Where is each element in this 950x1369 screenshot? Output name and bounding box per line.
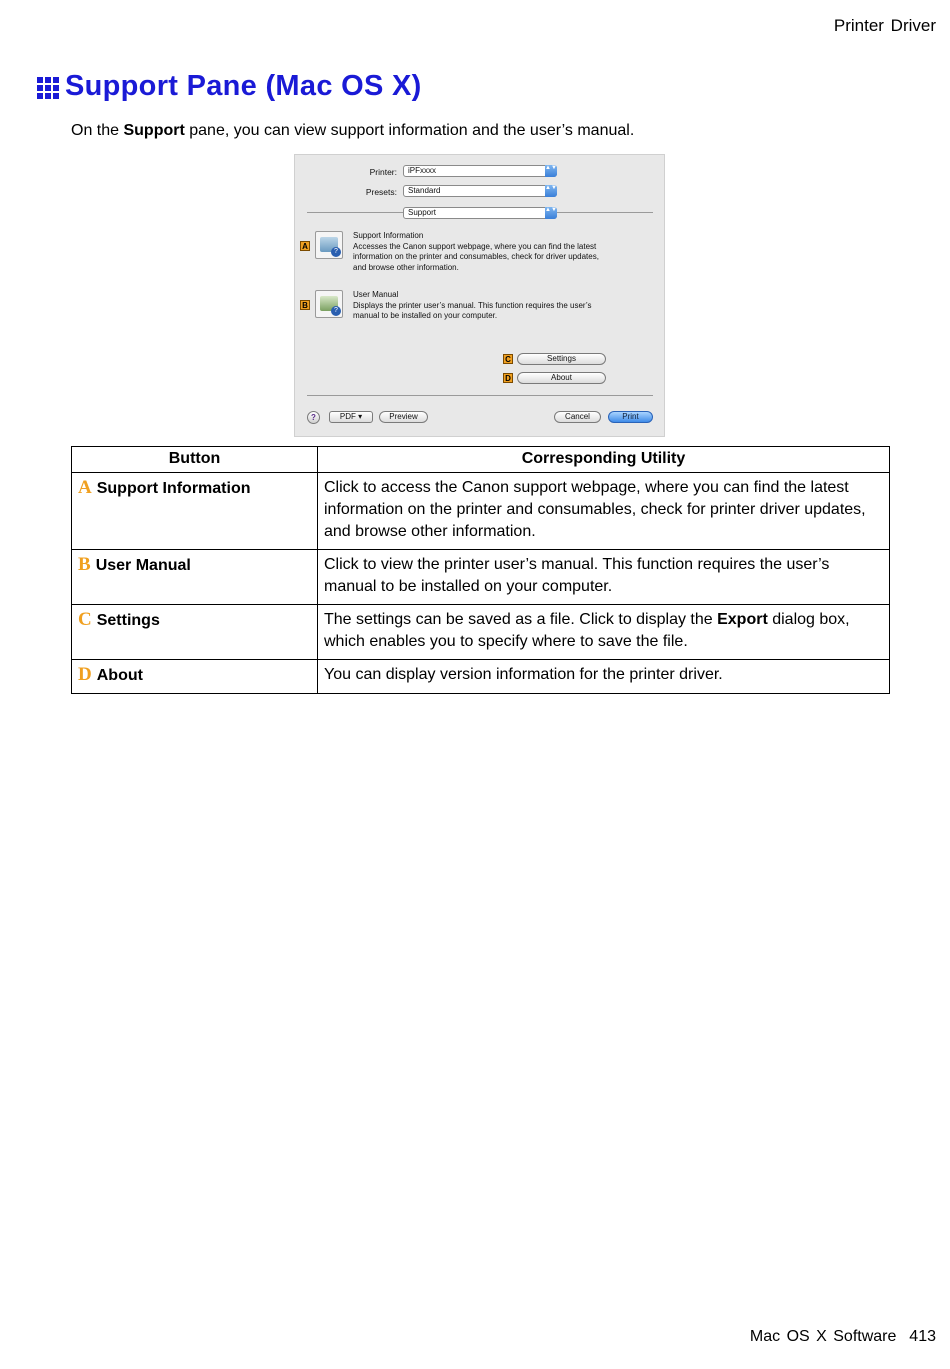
table-row	[72, 550, 890, 605]
grid-bullet-icon	[37, 77, 59, 99]
page-title: Support Pane (Mac OS X)	[65, 70, 422, 102]
column-header-utility: Corresponding Utility	[318, 447, 890, 473]
utility-text-before: The settings can be saved as a file. Click to display the	[324, 611, 718, 628]
popup-arrows-icon: ▲▼	[545, 165, 557, 177]
utility-cell: Click to view the printer user’s manual. This function requires the user’s manual to be installed on your computer.	[318, 550, 890, 605]
support-information-desc: Accesses the Canon support webpage, where you can find the latest information on the printer and consumables, check for driver updates, and browse other information.	[353, 241, 599, 272]
table-row	[72, 605, 890, 660]
callout-letter-a: A	[78, 477, 92, 498]
about-button[interactable]: About	[517, 372, 606, 384]
help-button[interactable]: ?	[307, 411, 320, 424]
support-information-block	[353, 231, 613, 273]
user-manual-block	[353, 290, 613, 322]
support-information-icon[interactable]: ?	[315, 231, 343, 259]
intro-bold-term: Support	[123, 122, 185, 139]
running-header: Printer Driver	[833, 16, 936, 35]
callout-badge-d: D	[503, 373, 513, 383]
utility-cell	[318, 605, 890, 660]
button-utility-table	[71, 446, 890, 694]
section-heading	[37, 70, 422, 103]
running-footer	[750, 1328, 936, 1346]
table-row	[72, 660, 890, 694]
callout-letter-b: B	[78, 554, 91, 575]
page-number: 413	[909, 1328, 936, 1345]
callout-letter-d: D	[78, 664, 92, 685]
intro-paragraph	[71, 122, 634, 140]
support-information-title: Support Information	[353, 231, 424, 240]
popup-arrows-icon: ▲▼	[545, 207, 557, 219]
utility-text-after: dialog box, which enables you to specify where to save the file.	[324, 611, 850, 650]
pane-value: Support	[408, 208, 437, 217]
button-name: About	[96, 667, 143, 684]
presets-popup[interactable]	[403, 185, 557, 197]
button-cell	[72, 605, 318, 660]
user-manual-desc: Displays the printer user’s manual. This function requires the user’s manual to be installed on your computer.	[353, 300, 592, 320]
cancel-button[interactable]: Cancel	[554, 411, 601, 423]
print-button[interactable]: Print	[608, 411, 653, 423]
intro-after: pane, you can view support information and the user’s manual.	[184, 122, 635, 139]
footer-section: Mac OS X Software	[749, 1328, 897, 1345]
callout-letter-c: C	[78, 609, 92, 630]
button-cell	[72, 660, 318, 694]
pdf-button[interactable]: PDF ▾	[329, 411, 373, 423]
column-header-button: Button	[72, 447, 318, 473]
preview-button[interactable]: Preview	[379, 411, 428, 423]
intro-before: On the	[71, 122, 124, 139]
user-manual-icon[interactable]: ?	[315, 290, 343, 318]
user-manual-title: User Manual	[353, 290, 399, 299]
button-name: Settings	[96, 612, 160, 629]
printer-value: iPFxxxx	[408, 166, 436, 175]
printer-label: Printer:	[369, 167, 397, 177]
settings-button[interactable]: Settings	[517, 353, 606, 365]
utility-cell: Click to access the Canon support webpage, where you can find the latest information on the printer and consumables, check for printer driver updates, and browse other information.	[318, 473, 890, 550]
printer-popup[interactable]	[403, 165, 557, 177]
print-dialog-screenshot	[294, 154, 665, 437]
callout-badge-b: B	[300, 300, 310, 310]
table-row	[72, 473, 890, 550]
utility-cell: You can display version information for the printer driver.	[318, 660, 890, 694]
table-header-row	[72, 447, 890, 473]
button-cell	[72, 473, 318, 550]
popup-arrows-icon: ▲▼	[545, 185, 557, 197]
callout-badge-c: C	[503, 354, 513, 364]
callout-badge-a: A	[300, 241, 310, 251]
button-name: Support Information	[96, 480, 251, 497]
divider	[557, 212, 653, 213]
button-name: User Manual	[95, 557, 191, 574]
pane-popup[interactable]	[403, 207, 557, 219]
divider	[307, 395, 653, 396]
export-term: Export	[717, 611, 768, 628]
presets-value: Standard	[408, 186, 441, 195]
divider	[307, 212, 403, 213]
presets-label: Presets:	[365, 187, 397, 197]
button-cell	[72, 550, 318, 605]
